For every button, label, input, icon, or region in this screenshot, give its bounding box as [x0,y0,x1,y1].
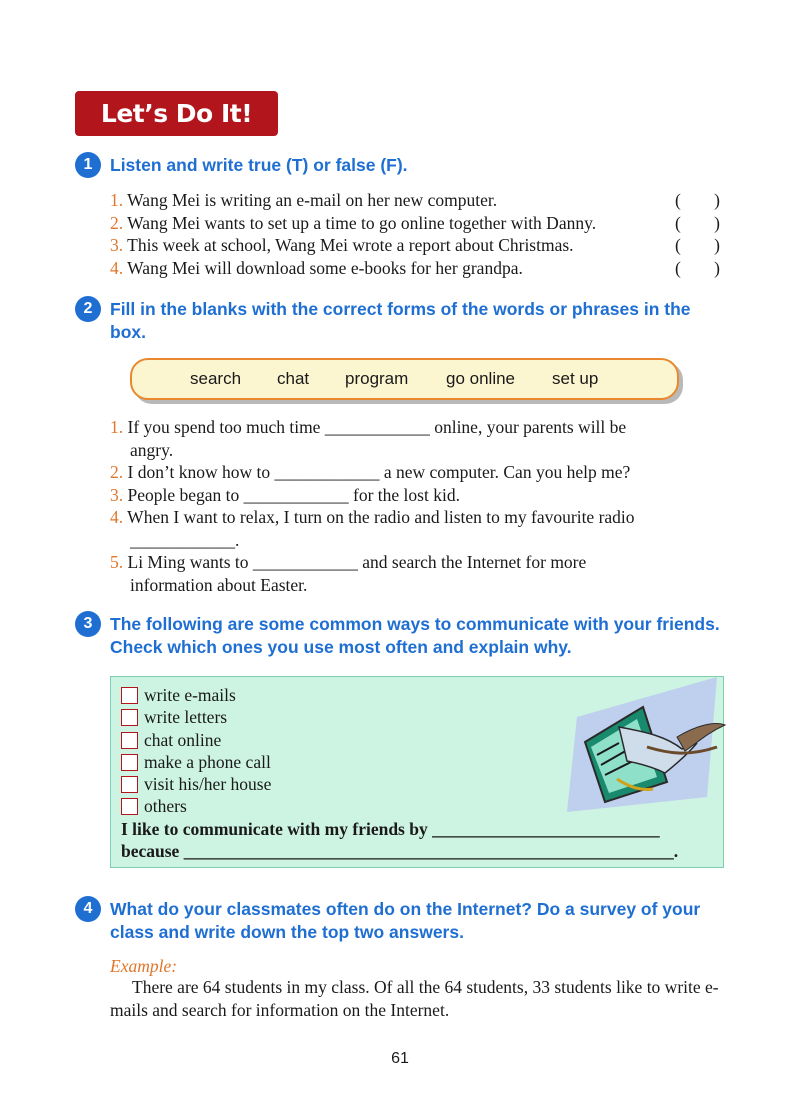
lets-do-it-banner: Let’s Do It! [75,91,278,136]
checkbox[interactable] [121,754,138,771]
checklist-item[interactable] [121,684,236,707]
section-title: Listen and write true (T) or false (F). [110,155,408,175]
checklist-item[interactable] [121,729,221,752]
list-item [110,484,720,507]
paren-close: ) [714,212,720,233]
section-number-badge: 4 [75,896,101,922]
list-item [110,416,720,461]
item-text: Li Ming wants to ____________ and search the Internet for more [123,552,587,572]
checklist-label: write letters [144,707,228,727]
list-item [110,234,720,257]
because-answer-line[interactable]: because ________________________________________________________. [121,841,679,861]
paren-close: ) [714,257,720,278]
list-item [110,212,720,235]
paren-close: ) [714,235,720,255]
word-box [130,358,679,400]
section-4-heading [75,898,720,944]
item-text: Wang Mei wants to set up a time to go online together with Danny. [123,212,597,233]
checklist-label: chat online [144,730,222,750]
section-number-badge: 1 [75,152,101,178]
list-item [110,551,720,596]
word-box-item: search [190,369,242,388]
paren-open: ( [675,235,681,255]
section-title: The following are some common ways to communicate with your friends. Check which ones you use most often and explain why. [110,614,720,657]
list-item [110,257,720,280]
item-number: 5. [110,552,124,572]
item-text: If you spend too much time ____________ online, your parents will be [123,417,627,437]
checklist-label: visit his/her house [144,774,272,794]
answer-blank[interactable] [675,257,720,280]
checklist-item[interactable] [121,706,227,729]
answer-blank[interactable] [675,234,720,257]
page-number: 61 [391,1050,409,1067]
item-number: 1. [110,417,124,437]
checkbox[interactable] [121,709,138,726]
paren-close: ) [714,190,720,210]
answer-blank[interactable] [675,212,720,235]
list-item [110,189,720,212]
fill-blank-list [110,416,720,596]
section-3-heading [75,613,720,659]
item-text: I don’t know how to ____________ a new computer. Can you help me? [123,462,631,482]
example-label: Example: [110,956,178,976]
item-text: When I want to relax, I turn on the radio and listen to my favourite radio [123,507,635,527]
checklist-item[interactable] [121,751,271,774]
checklist-label: write e-mails [144,685,236,705]
item-text-cont: ____________. [130,529,240,550]
checklist-label: make a phone call [144,752,271,772]
item-number: 1. [110,190,124,210]
example-paragraph: There are 64 students in my class. Of all the 64 students, 33 students like to write e-mails and search for information on the Internet. [110,977,719,1020]
paren-open: ( [675,257,681,278]
section-1-heading [75,154,720,178]
section-2-heading [75,298,720,344]
paren-open: ( [675,212,681,233]
section-number-badge: 2 [75,296,101,322]
item-number: 2. [110,462,124,482]
item-text-cont: angry. [130,439,174,460]
answer-blank[interactable] [675,189,720,212]
checklist-item[interactable] [121,773,271,796]
item-number: 3. [110,484,124,505]
letter-and-quill-illustration [557,677,727,817]
true-false-list [110,189,720,279]
item-number: 2. [110,212,124,233]
item-text-cont: information about Easter. [130,574,308,595]
item-number: 4. [110,507,124,527]
section-title: What do your classmates often do on the Internet? Do a survey of your class and write down the top two answers. [110,899,701,942]
checkbox[interactable] [121,732,138,749]
item-text: Wang Mei is writing an e-mail on her new computer. [123,190,498,210]
item-text: Wang Mei will download some e-books for her grandpa. [123,257,523,278]
list-item [110,506,720,551]
item-number: 4. [110,257,124,278]
checkbox[interactable] [121,776,138,793]
checkbox[interactable] [121,798,138,815]
item-number: 3. [110,235,124,255]
checklist-item[interactable] [121,795,187,818]
communication-checklist-box [110,676,724,868]
item-text: People began to ____________ for the lost kid. [123,484,460,505]
word-box-item: program [345,369,409,388]
word-box-item: chat [277,369,310,388]
like-answer-line[interactable]: I like to communicate with my friends by __________________________ [121,819,660,839]
item-text: This week at school, Wang Mei wrote a report about Christmas. [123,235,574,255]
word-box-item: go online [446,369,516,388]
checkbox[interactable] [121,687,138,704]
section-number-badge: 3 [75,611,101,637]
section-title: Fill in the blanks with the correct forms of the words or phrases in the box. [110,299,691,342]
list-item [110,461,720,484]
paren-open: ( [675,190,681,210]
checklist-label: others [144,796,187,816]
word-box-item: set up [552,369,599,388]
